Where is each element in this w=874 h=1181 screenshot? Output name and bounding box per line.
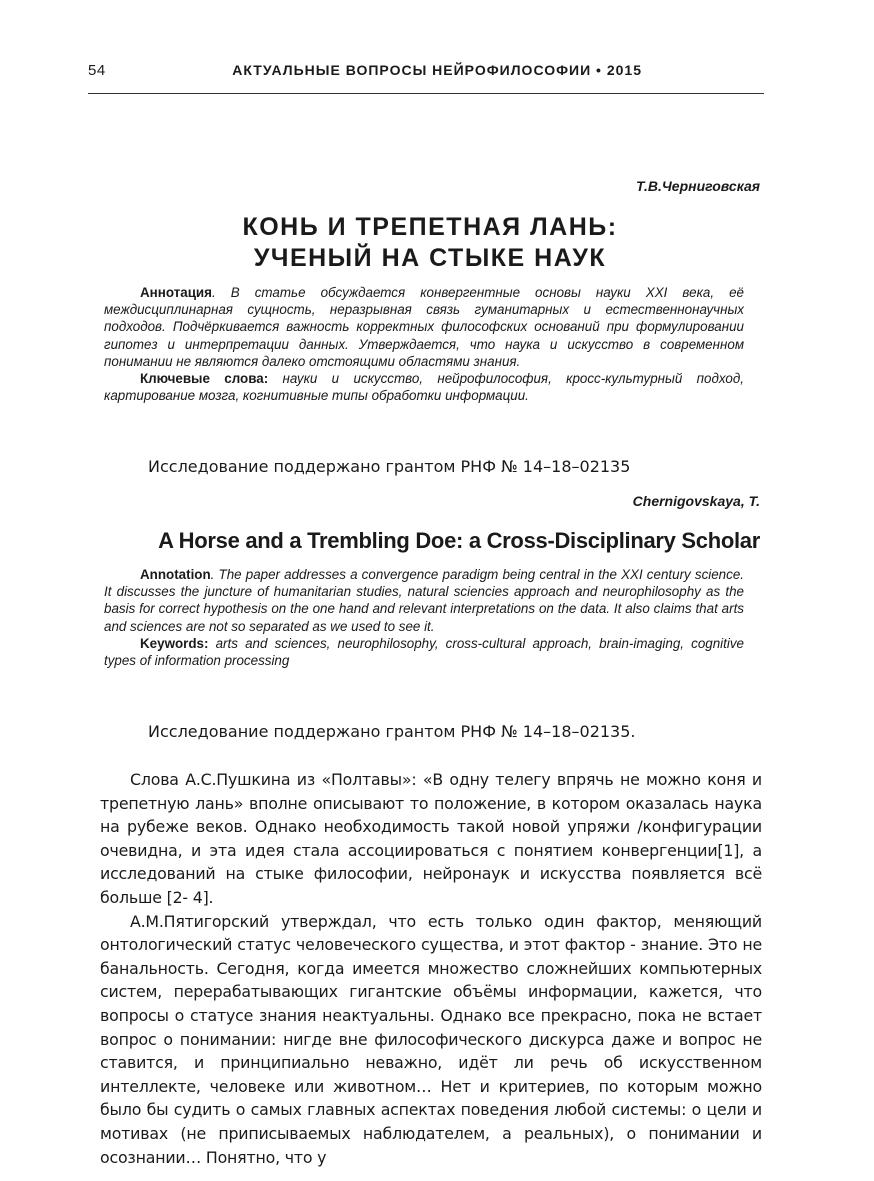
ru-abstract — [104, 284, 744, 404]
journal-title: АКТУАЛЬНЫЕ ВОПРОСЫ НЕЙРОФИЛОСОФИИ • 2015 — [232, 62, 642, 78]
en-annotation — [104, 566, 744, 635]
body-paragraph-2: А.М.Пятигорский утверждал, что есть только один фактор, меняющий онтологический статус человеческого существа, и этот фактор - знание. Это не банальность. Сегодня, когда имеется множество сложнейших компьютерных систем, перерабатывающих гигантские объёмы информации, кажется, что вопросы о статусе знания неактуальны. Однако все прекрасно, пока не встает вопрос о понимании: нигде вне философического дискурса даже и вопрос не ставится, и принципиально неважно, идёт ли речь об искусственном интеллекте, человеке или животном… Нет и критериев, по которым можно было бы судить о самых главных аспектах поведения любой системы: о цели и мотивах (не приписываемых наблюдателем, а реальных), о понимании и осознании… Понятно, что у — [100, 911, 762, 1167]
en-grant-note: Исследование поддержано грантом РНФ № 14–18–02135. — [148, 722, 636, 741]
ru-keywords-text: науки и искусство, нейрофилософия, кросс-культурный подход, картирование мозга, когнитивные типы обработки информации. — [104, 371, 744, 404]
en-annotation-label: Annotation — [140, 567, 211, 582]
page-number: 54 — [88, 62, 106, 79]
ru-annotation-label: Аннотация — [140, 285, 212, 300]
en-keywords-label: Keywords: — [140, 635, 209, 651]
ru-keywords-label: Ключевые слова: — [140, 371, 269, 387]
ru-grant-note: Исследование поддержано грантом РНФ № 14–18–02135 — [148, 457, 631, 476]
ru-annotation — [104, 284, 744, 370]
header-divider — [88, 93, 764, 94]
en-title: A Horse and a Trembling Doe: a Cross-Disciplinary Scholar — [158, 528, 760, 553]
ru-title — [100, 212, 760, 274]
en-author: Chernigovskaya, T. — [632, 493, 760, 509]
en-annotation-text: . The paper addresses a convergence paradigm being central in the XXI century science. It discusses the juncture of humanitarian studies, natural sciencies approach and neurophilosophy as the basis for correct hypothesis on the one hand and relevant interpretations on the data. It also claims that arts and sciences are not so separated as we used to see it. — [104, 567, 744, 634]
ru-title-line-2: УЧЕНЫЙ НА СТЫКЕ НАУК — [253, 244, 607, 272]
ru-annotation-text: . В статье обсуждается конвергентные основы науки XXI века, её междисциплинарная сущность, неразрывная связь гуманитарных и естественнонаучных подходов. Подчёркивается важность корректных философских оснований при формулировании гипотез и интерпретации данных. Утверждается, что наука и искусство в современном понимании не являются далеко отстоящими областями знания. — [104, 285, 744, 369]
body-paragraph-1: Слова А.С.Пушкина из «Полтавы»: «В одну телегу впрячь не можно коня и трепетную лань» вполне описывают то положение, в котором оказалась наука на рубеже веков. Однако необходимость такой новой упряжи /конфигурации очевидна, и эта идея стала ассоциироваться с понятием конвергенции[1], а исследований на стыке философии, нейронаук и искусства появляется всё больше [2- 4]. — [100, 770, 762, 907]
main-body-text — [100, 768, 762, 1169]
en-keywords-text: arts and sciences, neurophilosophy, cross-cultural approach, brain-imaging, cognitive types of information processing — [104, 635, 744, 669]
en-keywords — [104, 635, 744, 669]
ru-author: Т.В.Черниговская — [635, 178, 760, 194]
ru-title-line-1: КОНЬ И ТРЕПЕТНАЯ ЛАНЬ: — [242, 213, 618, 241]
ru-keywords — [104, 370, 744, 404]
en-abstract — [104, 566, 744, 669]
running-header — [88, 58, 764, 84]
